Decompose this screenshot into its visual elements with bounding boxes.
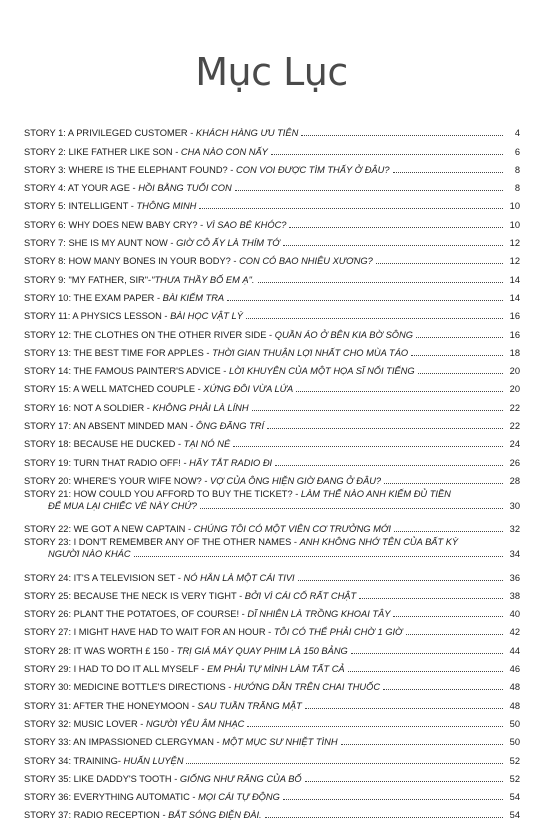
toc-page-number: 30: [509, 500, 520, 511]
toc-entry[interactable]: [24, 601, 520, 619]
toc-entry-title: STORY 28: IT WAS WORTH £ 150 -: [24, 645, 177, 656]
toc-page-number: 28: [509, 475, 520, 486]
toc-entry[interactable]: [24, 175, 520, 193]
toc-entry-title: STORY 22: WE GOT A NEW CAPTAIN -: [24, 524, 194, 535]
toc-entry-vietnamese: HÃY TẮT RADIO ĐI: [189, 457, 273, 468]
toc-entry-title: STORY 35: LIKE DADDY'S TOOTH -: [24, 773, 180, 784]
toc-page-number: 40: [509, 609, 520, 620]
toc-entry-title: STORY 34: TRAINING-: [24, 755, 124, 766]
leader-dots: [235, 190, 503, 191]
toc-entry[interactable]: [24, 138, 520, 156]
toc-entry-title: STORY 9: "MY FATHER, SIR"-: [24, 274, 152, 285]
toc-entry[interactable]: [24, 120, 520, 138]
leader-dots: [233, 446, 503, 447]
toc-entry-title: STORY 33: AN IMPASSIONED CLERGYMAN -: [24, 737, 223, 748]
toc-page-number: 36: [509, 572, 520, 583]
leader-dots: [298, 580, 503, 581]
leader-dots: [301, 135, 503, 136]
toc-entry[interactable]: [24, 747, 520, 765]
toc-entry-vietnamese: HƯỚNG DẪN TRÊN CHAI THUỐC: [233, 682, 381, 693]
toc-entry-title: STORY 29: I HAD TO DO IT ALL MYSELF -: [24, 664, 208, 675]
toc-entry-vietnamese: GIỐNG NHƯ RĂNG CỦA BỐ: [179, 773, 302, 784]
toc-entry-vietnamese: CHA NÀO CON NẤY: [180, 146, 268, 157]
toc-entry[interactable]: [24, 193, 520, 211]
toc-entry-vietnamese: TẠI NÓ NÉ: [183, 439, 231, 450]
toc-entry[interactable]: [24, 211, 520, 229]
leader-dots: [252, 410, 503, 411]
toc-page-number: 24: [509, 439, 520, 450]
leader-dots: [199, 208, 503, 209]
toc-entry-vietnamese: CHÚNG TÔI CÓ MỘT VIÊN CƠ TRƯỞNG MỚI: [193, 524, 391, 535]
toc-entry-vietnamese: BÀI KIỂM TRA: [162, 292, 225, 303]
toc-entry-vietnamese: NGƯỜI YÊU ÂM NHẠC: [145, 718, 245, 729]
toc-page-number: 52: [509, 773, 520, 784]
toc-entry-vietnamese: NÓ HẲN LÀ MỘT CÁI TIVI: [183, 572, 295, 583]
toc-entry[interactable]: [24, 413, 520, 431]
toc-entry-title: STORY 2: LIKE FATHER LIKE SON -: [24, 146, 181, 157]
toc-entry-vietnamese: THÔNG MINH: [136, 201, 197, 212]
toc-page-number: 12: [509, 238, 520, 249]
leader-dots: [416, 337, 503, 338]
toc-page-number: 14: [509, 292, 520, 303]
toc-entry-title: STORY 23: I DON'T REMEMBER ANY OF THE OTHER NAMES -: [24, 537, 300, 548]
toc-entry-vietnamese: TRỊ GIÁ MÁY QUAY PHIM LÀ 150 BẢNG: [176, 645, 348, 656]
toc-page-number: 22: [509, 402, 520, 413]
leader-dots: [305, 708, 503, 709]
leader-dots: [393, 172, 504, 173]
toc-entry-title: STORY 5: INTELLIGENT -: [24, 201, 137, 212]
toc-page-number: 42: [509, 627, 520, 638]
toc-page-number: 50: [509, 718, 520, 729]
toc-entry-title: STORY 7: SHE IS MY AUNT NOW -: [24, 238, 177, 249]
toc-page-number: 14: [509, 274, 520, 285]
toc-entry[interactable]: [24, 376, 520, 394]
toc-entry-vietnamese: VỢ CỦA ÔNG HIỆN GIỜ ĐANG Ở ĐÂU?: [210, 475, 382, 486]
toc-entry-title: STORY 30: MEDICINE BOTTLE'S DIRECTIONS -: [24, 682, 234, 693]
leader-dots: [376, 263, 503, 264]
toc-entry-title: STORY 14: THE FAMOUS PAINTER'S ADVICE -: [24, 366, 229, 377]
toc-entry-vietnamese: GIỜ CÔ ẤY LÀ THÍM TỚ: [176, 238, 280, 249]
leader-dots: [247, 726, 503, 727]
toc-page-number: 32: [509, 524, 520, 535]
leader-dots: [200, 508, 503, 509]
leader-dots: [134, 556, 503, 557]
toc-entry-title: STORY 31: AFTER THE HONEYMOON -: [24, 700, 198, 711]
toc-page-number: 8: [514, 183, 520, 194]
toc-page-number: 8: [514, 164, 520, 175]
toc-page-number: 16: [509, 311, 520, 322]
toc-page-number: 20: [509, 366, 520, 377]
toc-entry-title: STORY 17: AN ABSENT MINDED MAN -: [24, 421, 196, 432]
toc-entry[interactable]: [24, 619, 520, 637]
toc-page-number: 34: [509, 549, 520, 560]
toc-entry-title: STORY 16: NOT A SOLDIER -: [24, 402, 153, 413]
toc-page-number: 48: [509, 682, 520, 693]
leader-dots: [305, 781, 503, 782]
toc-entry-title: STORY 24: IT'S A TELEVISION SET -: [24, 572, 184, 583]
toc-entry[interactable]: [24, 674, 520, 692]
leader-dots: [265, 817, 503, 818]
toc-entry[interactable]: [24, 583, 520, 601]
toc-entry-vietnamese: XỨNG ĐÔI VỪA LỨA: [203, 384, 294, 395]
toc-entry-vietnamese: HỒI BẰNG TUỔI CON: [138, 183, 232, 194]
leader-dots: [267, 428, 503, 429]
toc-entry[interactable]: [24, 431, 520, 449]
leader-dots: [418, 373, 503, 374]
toc-entry-vietnamese: ÔNG ĐÃNG TRÍ: [195, 421, 265, 432]
toc-page-number: 46: [509, 664, 520, 675]
toc-entry-title: STORY 13: THE BEST TIME FOR APPLES -: [24, 347, 213, 358]
toc-page-number: 54: [509, 810, 520, 820]
toc-entry-vietnamese: BẮT SÓNG ĐIỆN ĐÀI.: [168, 810, 262, 820]
toc-entry-title: STORY 36: EVERYTHING AUTOMATIC -: [24, 792, 199, 803]
leader-dots: [246, 318, 503, 319]
toc-entry-title: STORY 19: TURN THAT RADIO OFF! -: [24, 457, 190, 468]
table-of-contents: [24, 120, 520, 820]
toc-entry[interactable]: [24, 266, 520, 284]
toc-page-number: 16: [509, 329, 520, 340]
toc-entry[interactable]: [24, 637, 520, 655]
toc-entry-title: STORY 3: WHERE IS THE ELEPHANT FOUND? -: [24, 164, 236, 175]
leader-dots: [359, 598, 503, 599]
toc-page-number: 48: [509, 700, 520, 711]
toc-page-number: 22: [509, 421, 520, 432]
toc-page-number: 10: [509, 201, 520, 212]
toc-entry[interactable]: [24, 534, 520, 564]
toc-entry-vietnamese: MỘT MỤC SƯ NHIỆT TÌNH: [222, 737, 338, 748]
toc-entry-vietnamese: LÀM THẾ NÀO ANH KIẾM ĐỦ TIỀN: [300, 488, 451, 499]
toc-entry-vietnamese: SAU TUẦN TRĂNG MẬT: [197, 700, 302, 711]
toc-entry-title: STORY 10: THE EXAM PAPER -: [24, 292, 163, 303]
page-title: Mục Lục: [195, 50, 348, 94]
leader-dots: [186, 763, 503, 764]
toc-entry-title: STORY 4: AT YOUR AGE -: [24, 183, 139, 194]
toc-entry-vietnamese: TÔI CÓ THỂ PHẢI CHỜ 1 GIỜ: [273, 627, 403, 638]
leader-dots: [283, 245, 503, 246]
toc-entry-vietnamese: BỞI VÌ CÁI CỔ RẤT CHẬT: [244, 590, 357, 601]
toc-entry-vietnamese: KHÔNG PHẢI LÀ LÍNH: [152, 402, 249, 413]
toc-entry[interactable]: [24, 784, 520, 802]
toc-entry-vietnamese: QUẦN ÁO Ở BÊN KIA BỜ SÔNG: [274, 329, 413, 340]
leader-dots: [283, 799, 503, 800]
toc-entry[interactable]: [24, 321, 520, 339]
toc-entry-title: STORY 6: WHY DOES NEW BABY CRY? -: [24, 219, 206, 230]
toc-page-number: 4: [514, 128, 520, 139]
toc-entry-vietnamese: MỌI CÁI TỰ ĐỘNG: [198, 792, 280, 803]
leader-dots: [341, 744, 503, 745]
toc-page-number: 54: [509, 792, 520, 803]
leader-dots: [258, 282, 503, 283]
leader-dots: [406, 634, 503, 635]
leader-dots: [394, 531, 503, 532]
toc-entry-title: STORY 27: I MIGHT HAVE HAD TO WAIT FOR AN HOUR -: [24, 627, 274, 638]
toc-entry[interactable]: [24, 468, 520, 486]
leader-dots: [383, 689, 503, 690]
toc-entry-title: STORY 25: BECAUSE THE NECK IS VERY TIGHT -: [24, 590, 245, 601]
toc-entry-vietnamese: CON VOI ĐƯỢC TÌM THẤY Ở ĐÂU?: [236, 164, 390, 175]
toc-entry-title: STORY 1: A PRIVILEGED CUSTOMER -: [24, 128, 196, 139]
toc-entry[interactable]: [24, 358, 520, 376]
toc-entry[interactable]: [24, 656, 520, 674]
toc-entry-title: STORY 21: HOW COULD YOU AFFORD TO BUY THE TICKET? -: [24, 488, 301, 499]
toc-entry[interactable]: [24, 729, 520, 747]
toc-entry[interactable]: [24, 516, 520, 534]
toc-entry[interactable]: [24, 303, 520, 321]
toc-page-number: 38: [509, 590, 520, 601]
toc-entry[interactable]: [24, 486, 520, 516]
toc-entry-title: STORY 37: RADIO RECEPTION -: [24, 810, 169, 820]
toc-entry-title: STORY 8: HOW MANY BONES IN YOUR BODY? -: [24, 256, 240, 267]
toc-entry[interactable]: [24, 340, 520, 358]
toc-entry[interactable]: [24, 394, 520, 412]
toc-entry[interactable]: [24, 766, 520, 784]
leader-dots: [271, 154, 503, 155]
toc-entry[interactable]: [24, 449, 520, 467]
leader-dots: [289, 227, 503, 228]
toc-entry-title: STORY 12: THE CLOTHES ON THE OTHER RIVER SIDE -: [24, 329, 275, 340]
toc-entry-title: STORY 32: MUSIC LOVER -: [24, 718, 146, 729]
toc-entry[interactable]: [24, 711, 520, 729]
leader-dots: [348, 671, 503, 672]
toc-entry[interactable]: [24, 802, 520, 820]
toc-entry-title: STORY 11: A PHYSICS LESSON -: [24, 311, 171, 322]
leader-dots: [411, 355, 503, 356]
toc-page-number: 52: [509, 755, 520, 766]
leader-dots: [384, 483, 503, 484]
toc-page-number: 10: [509, 219, 520, 230]
leader-dots: [275, 465, 503, 466]
toc-entry-vietnamese: CON CÓ BAO NHIÊU XƯƠNG?: [239, 256, 373, 267]
toc-entry-vietnamese-cont: NGƯỜI NÀO KHÁC: [48, 549, 131, 560]
toc-entry[interactable]: [24, 285, 520, 303]
toc-page-number: 44: [509, 645, 520, 656]
toc-entry-vietnamese: EM PHẢI TỰ MÌNH LÀM TẤT CẢ: [207, 664, 345, 675]
toc-entry-vietnamese: DĨ NHIÊN LÀ TRỒNG KHOAI TÂY: [247, 609, 391, 620]
toc-entry[interactable]: [24, 230, 520, 248]
toc-entry-title: STORY 15: A WELL MATCHED COUPLE -: [24, 384, 204, 395]
toc-entry-vietnamese: VÌ SAO BÉ KHÓC?: [205, 219, 287, 230]
toc-entry-title: STORY 18: BECAUSE HE DUCKED -: [24, 439, 184, 450]
toc-entry-vietnamese: ANH KHÔNG NHỚ TÊN CỦA BẤT KỲ: [299, 537, 459, 548]
toc-entry[interactable]: [24, 692, 520, 710]
toc-entry-title: STORY 20: WHERE'S YOUR WIFE NOW? -: [24, 475, 211, 486]
toc-entry-vietnamese: KHÁCH HÀNG ƯU TIÊN: [195, 128, 299, 139]
toc-entry[interactable]: [24, 157, 520, 175]
toc-entry-vietnamese: LỜI KHUYÊN CỦA MỘT HỌA SĨ NỔI TIẾNG: [229, 366, 415, 377]
toc-entry-vietnamese: THỜI GIAN THUẬN LỢI NHẤT CHO MÙA TÁO: [212, 347, 409, 358]
leader-dots: [351, 653, 503, 654]
toc-entry-vietnamese: HUẤN LUYỆN: [123, 755, 184, 766]
toc-page-number: 6: [514, 146, 520, 157]
toc-entry[interactable]: [24, 564, 520, 582]
leader-dots: [227, 300, 503, 301]
toc-page-number: 50: [509, 737, 520, 748]
toc-page-number: 26: [509, 457, 520, 468]
toc-page-number: 18: [509, 347, 520, 358]
toc-entry[interactable]: [24, 248, 520, 266]
toc-page-number: 12: [509, 256, 520, 267]
toc-entry-title: STORY 26: PLANT THE POTATOES, OF COURSE! -: [24, 609, 248, 620]
leader-dots: [393, 616, 503, 617]
toc-entry-vietnamese-cont: ĐỂ MUA LẠI CHIẾC VÉ NÀY CHỨ?: [48, 500, 197, 511]
toc-page-number: 20: [509, 384, 520, 395]
toc-entry-vietnamese: BÀI HỌC VẬT LÝ: [170, 311, 243, 322]
toc-entry-vietnamese: "THƯA THẦY BỐ EM Ạ".: [151, 274, 255, 285]
leader-dots: [296, 391, 503, 392]
